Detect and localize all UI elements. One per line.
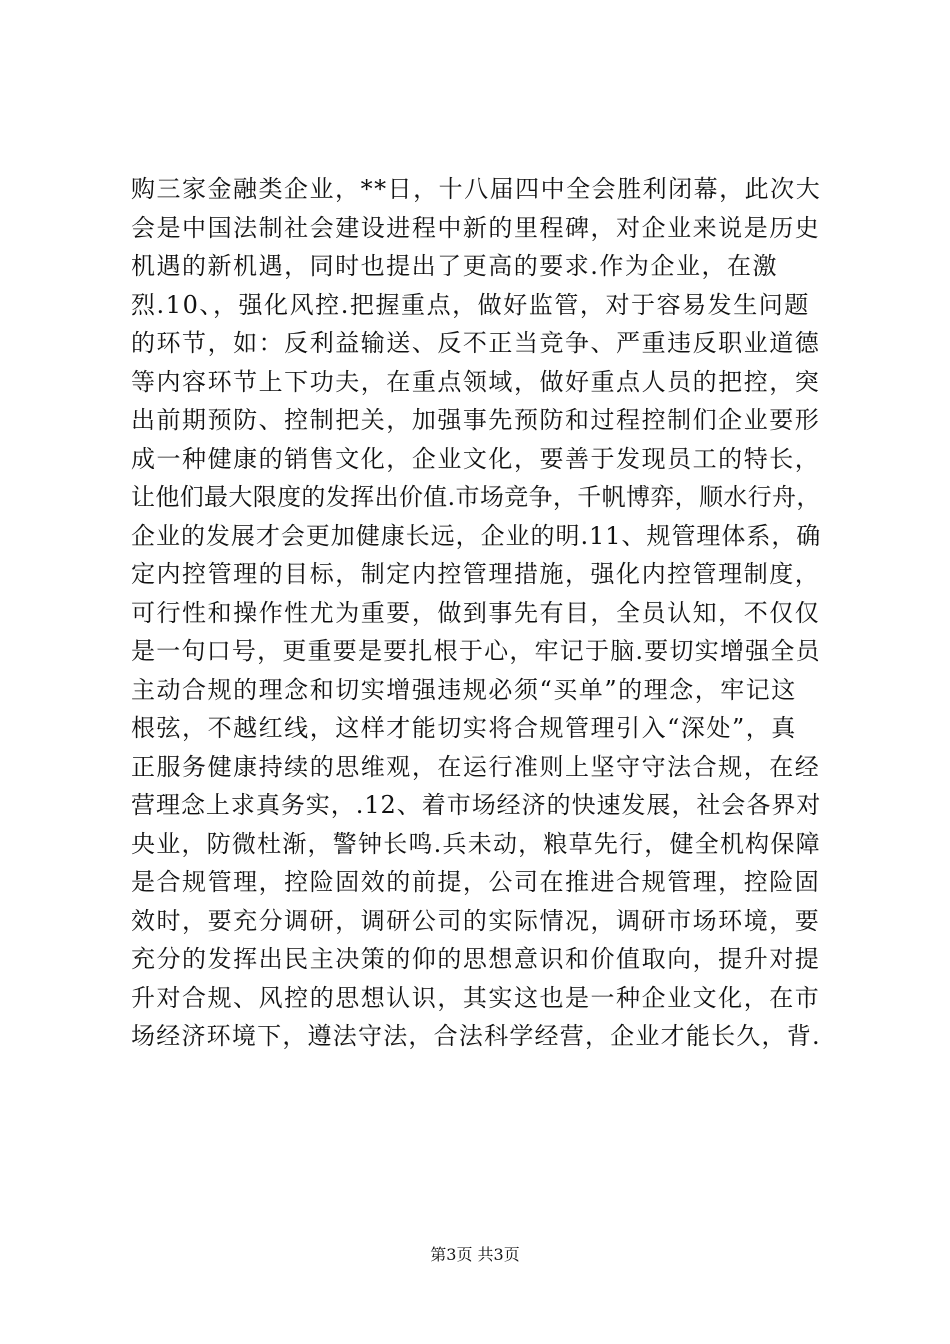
text-line: 让他们最大限度的发挥出价值.市场竞争，千帆博弈，顺水行舟， xyxy=(131,483,821,511)
page-number-indicator: 第3页 共3页 xyxy=(430,1245,520,1264)
text-line: 的环节，如：反利益输送、反不正当竞争、严重违反职业道德 xyxy=(131,329,821,357)
text-line: 央业，防微杜渐，警钟长鸣.兵未动，粮草先行，健全机构保障 xyxy=(131,829,821,858)
text-line: 购三家金融类企业，**日，十八届四中全会胜利闭幕，此次大 xyxy=(131,175,822,203)
text-line: 机遇的新机遇，同时也提出了更高的要求.作为企业，在激 xyxy=(131,252,779,280)
text-line: 出前期预防、控制把关，加强事先预防和过程控制们企业要形 xyxy=(131,406,821,434)
text-line: 定内控管理的目标，制定内控管理措施，强化内控管理制度， xyxy=(131,560,821,588)
page-footer xyxy=(0,1244,950,1266)
text-line: 会是中国法制社会建设进程中新的里程碑，对企业来说是历史 xyxy=(131,213,821,242)
text-line: 烈.10、，强化风控.把握重点，做好监管，对于容易发生问题 xyxy=(131,290,810,319)
text-line: 充分的发挥出民主决策的仰的思想意识和价值取向，提升对提 xyxy=(131,945,821,973)
text-line: 营理念上求真务实，.12、着市场经济的快速发展，社会各界对 xyxy=(131,791,822,819)
text-line: 根弦，不越红线，这样才能切实将合规管理引入“深处”，真 xyxy=(131,714,797,742)
text-line: 是一句口号，更重要是要扎根于心，牢记于脑.要切实增强全员 xyxy=(131,637,821,665)
body-paragraph xyxy=(131,170,831,1056)
text-line: 升对合规、风控的思想认识，其实这也是一种企业文化，在市 xyxy=(131,983,821,1012)
text-line: 可行性和操作性尤为重要，做到事先有目，全员认知，不仅仅 xyxy=(131,598,821,627)
text-line: 成一种健康的销售文化，企业文化，要善于发现员工的特长， xyxy=(131,444,821,473)
text-line: 等内容环节上下功夫，在重点领域，做好重点人员的把控，突 xyxy=(131,367,821,396)
text-line: 效时，要充分调研，调研公司的实际情况，调研市场环境，要 xyxy=(131,906,821,935)
text-line: 企业的发展才会更加健康长远，企业的明.11、规管理体系，确 xyxy=(131,521,822,550)
text-line: 正服务健康持续的思维观，在运行准则上坚守守法合规，在经 xyxy=(131,752,821,781)
text-line: 是合规管理，控险固效的前提，公司在推进合规管理，控险固 xyxy=(131,868,821,896)
text-line: 主动合规的理念和切实增强违规必须“买单”的理念，牢记这 xyxy=(131,675,797,704)
text-line: 场经济环境下，遵法守法，合法科学经营，企业才能长久，背. xyxy=(131,1022,821,1050)
